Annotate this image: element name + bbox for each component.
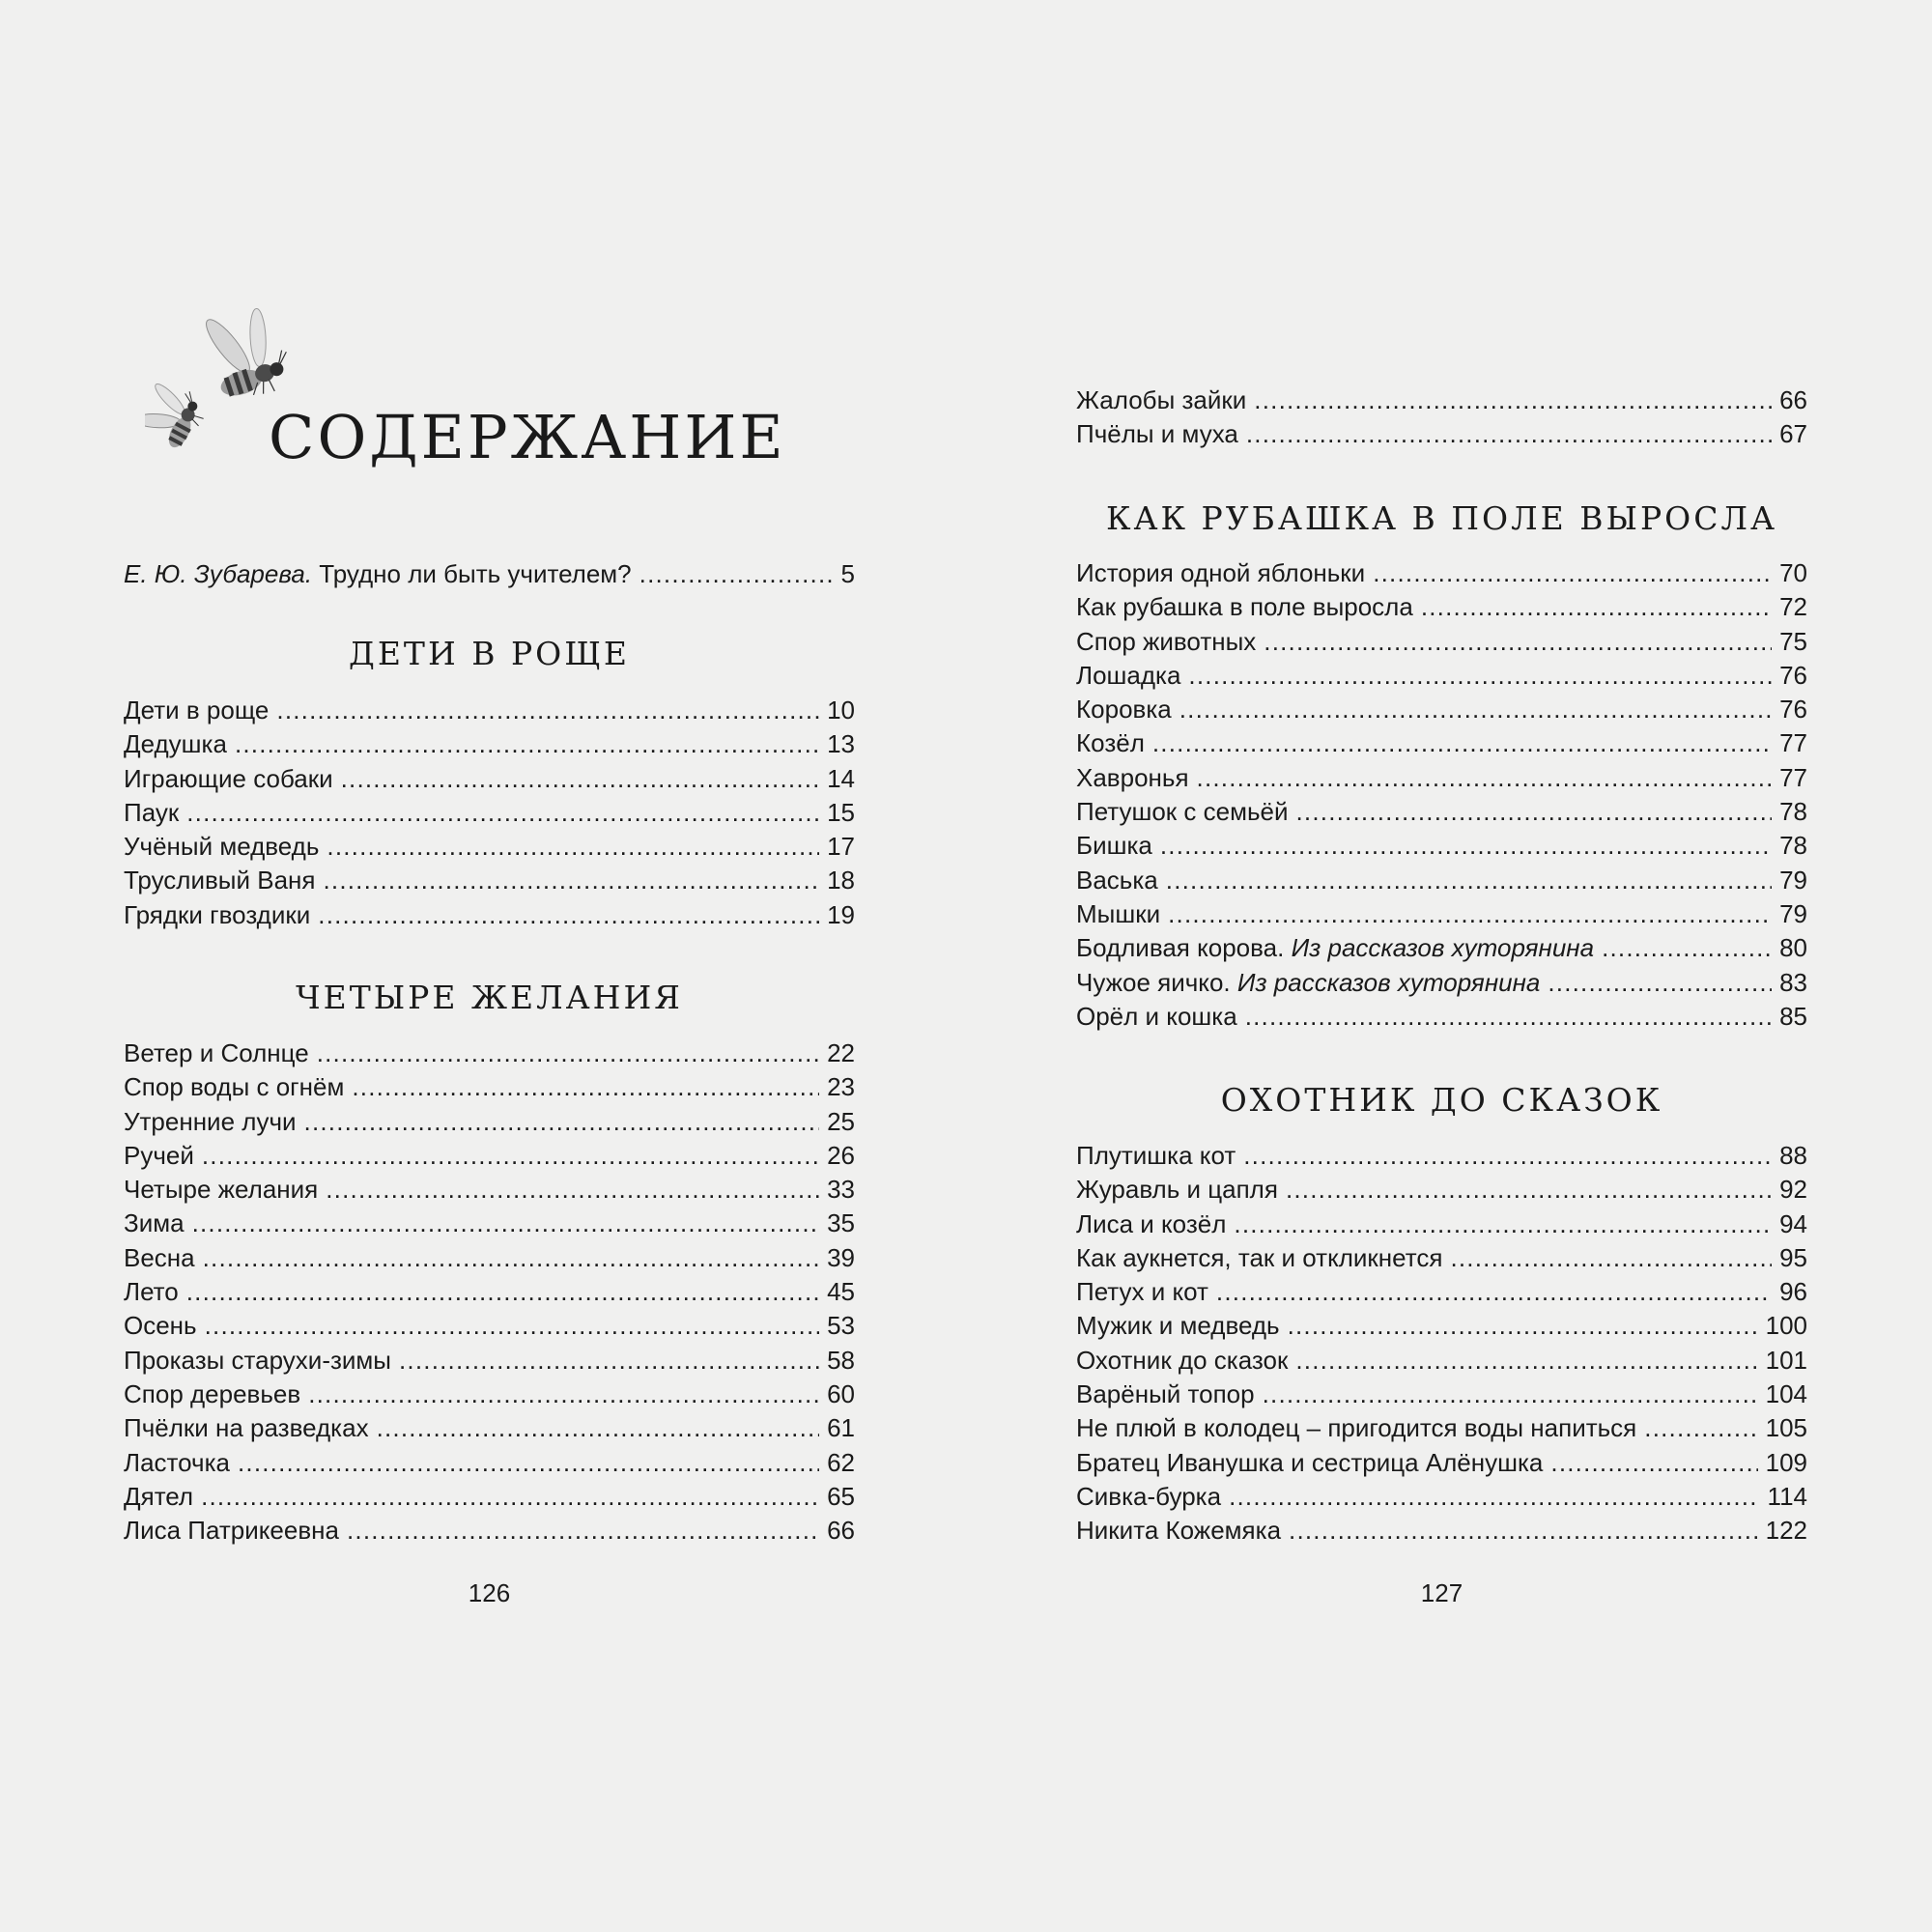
- toc-entry-title: Охотник до сказок: [1076, 1345, 1289, 1375]
- toc-entry-title: Варёный топор: [1076, 1379, 1255, 1409]
- toc-entry[interactable]: [1076, 728, 1807, 762]
- toc-entry[interactable]: [1076, 661, 1807, 695]
- toc-entry[interactable]: [1076, 695, 1807, 728]
- toc-entry-title: Орёл и кошка: [1076, 1001, 1237, 1031]
- toc-entry-page: 66: [827, 1516, 855, 1546]
- section1-entries: [124, 696, 855, 934]
- bee-large: [198, 298, 297, 407]
- toc-entry-page: 39: [827, 1242, 855, 1272]
- toc-entry-page: 105: [1765, 1413, 1807, 1443]
- toc-entry-title: Ветер и Солнце: [124, 1038, 309, 1067]
- dot-leader: [323, 866, 819, 895]
- dot-leader: [1286, 1175, 1772, 1205]
- dot-leader: [1288, 1311, 1758, 1341]
- dot-leader: [1166, 866, 1772, 895]
- section-okhotnik-do-skazok: [1076, 1081, 1807, 1119]
- toc-entry-author: Е. Ю. Зубарева.: [124, 559, 313, 588]
- toc-entry-title: Проказы старухи-зимы: [124, 1345, 391, 1375]
- toc-entry-page: 18: [827, 866, 855, 895]
- section-title: ДЕТИ В РОЩЕ: [349, 635, 630, 672]
- toc-entry[interactable]: [1076, 831, 1807, 865]
- toc-entry[interactable]: [124, 764, 855, 798]
- section3-entries: [1076, 558, 1807, 1036]
- toc-entry-title: Петух и кот: [1076, 1277, 1208, 1307]
- dot-leader: [318, 900, 819, 930]
- toc-entry[interactable]: [1076, 1141, 1807, 1175]
- toc-entry-title: Спор животных: [1076, 626, 1257, 656]
- dot-leader: [186, 1277, 819, 1307]
- toc-entry-title: Трусливый Ваня: [124, 866, 316, 895]
- toc-entry[interactable]: [124, 1038, 855, 1072]
- toc-entry-title: Ласточка: [124, 1447, 230, 1477]
- toc-list: [124, 696, 855, 934]
- dot-leader: [1450, 1243, 1772, 1273]
- toc-entry-title: Плутишка кот: [1076, 1141, 1236, 1170]
- toc-entry[interactable]: [1076, 1482, 1807, 1516]
- dot-leader: [203, 1243, 819, 1273]
- section2-entries: [124, 1038, 855, 1549]
- toc-entry[interactable]: [1076, 933, 1807, 967]
- toc-entry-page: 114: [1767, 1481, 1807, 1511]
- dot-leader: [1197, 763, 1773, 793]
- toc-entry-title: Лето: [124, 1277, 179, 1307]
- toc-entry-page: 45: [827, 1277, 855, 1307]
- toc-entry-title: Утренние лучи: [124, 1106, 297, 1136]
- toc-entry-page: 77: [1779, 728, 1807, 758]
- toc-entry[interactable]: [1076, 1379, 1807, 1413]
- toc-entry-title: [1076, 933, 1594, 963]
- toc-entry-page: 79: [1779, 865, 1807, 895]
- dot-leader: [1550, 1448, 1757, 1478]
- section-title: КАК РУБАШКА В ПОЛЕ ВЫРОСЛА: [1106, 499, 1777, 537]
- dot-leader: [377, 1413, 820, 1443]
- toc-entry-title: Спор воды с огнём: [124, 1072, 345, 1102]
- dot-leader: [347, 1516, 819, 1546]
- toc-entry-page: 60: [827, 1378, 855, 1408]
- toc-entry-title: Паук: [124, 797, 180, 827]
- toc-entry[interactable]: [1076, 1277, 1807, 1311]
- toc-entry-page: 96: [1779, 1277, 1807, 1307]
- toc-entry-page: 79: [1779, 898, 1807, 928]
- continued-entries: [1076, 385, 1807, 454]
- toc-entry-title: История одной яблоньки: [1076, 558, 1366, 587]
- toc-entry-subtitle: Из рассказов хуторянина: [1291, 933, 1595, 963]
- dot-leader: [327, 832, 819, 862]
- toc-entry-page: 35: [827, 1208, 855, 1238]
- intro-block: [124, 559, 855, 593]
- toc-entry-page: 15: [827, 797, 855, 827]
- dot-leader: [1264, 627, 1772, 657]
- toc-entry-page: 17: [827, 832, 855, 862]
- dot-leader: [1296, 797, 1773, 827]
- toc-entry-title: Играющие собаки: [124, 763, 333, 793]
- toc-entry-page: 80: [1779, 933, 1807, 963]
- dot-leader: [1254, 385, 1772, 415]
- dot-leader: [205, 1311, 819, 1341]
- dot-leader: [192, 1208, 820, 1238]
- dot-leader: [1234, 1209, 1772, 1239]
- right-page: [1076, 0, 1807, 1932]
- dot-leader: [304, 1107, 820, 1137]
- toc-entry[interactable]: [1076, 627, 1807, 661]
- toc-entry[interactable]: [1076, 558, 1807, 592]
- toc-entry-title: Козёл: [1076, 728, 1145, 758]
- toc-entry-title-text: Бодливая корова.: [1076, 933, 1285, 963]
- toc-entry-title: Васька: [1076, 865, 1158, 895]
- toc-entry-page: 76: [1779, 660, 1807, 690]
- toc-entry[interactable]: [1076, 968, 1807, 1002]
- toc-entry-title: Братец Иванушка и сестрица Алёнушка: [1076, 1447, 1544, 1477]
- toc-entry-page: 104: [1765, 1379, 1807, 1409]
- dot-leader: [1289, 1516, 1758, 1546]
- toc-entry[interactable]: [1076, 1516, 1807, 1549]
- toc-entry-page: 14: [827, 763, 855, 793]
- toc-entry-page: 78: [1779, 797, 1807, 827]
- dot-leader: [1263, 1379, 1758, 1409]
- toc-entry[interactable]: [1076, 1209, 1807, 1243]
- dot-leader: [1644, 1413, 1757, 1443]
- toc-entry-page: 95: [1779, 1242, 1807, 1272]
- dot-leader: [399, 1346, 819, 1376]
- toc-entry-page: 70: [1779, 558, 1807, 587]
- toc-entry-title: Как рубашка в поле выросла: [1076, 592, 1413, 622]
- toc-entry-title: Лошадка: [1076, 660, 1181, 690]
- dot-leader: [1295, 1346, 1757, 1376]
- toc-entry-page: 13: [827, 729, 855, 759]
- toc-entry-title: Как аукнется, так и откликнется: [1076, 1242, 1443, 1272]
- dot-leader: [308, 1379, 819, 1409]
- toc-entry[interactable]: [124, 1277, 855, 1311]
- toc-entry[interactable]: [1076, 385, 1807, 419]
- toc-entry[interactable]: [124, 1448, 855, 1482]
- toc-list: [124, 1038, 855, 1549]
- toc-entry-title: Ручей: [124, 1140, 194, 1170]
- toc-entry[interactable]: [1076, 899, 1807, 933]
- toc-entry[interactable]: [124, 1482, 855, 1516]
- dot-leader: [1548, 968, 1772, 998]
- toc-entry[interactable]: [124, 1208, 855, 1242]
- toc-entry-title: Никита Кожемяка: [1076, 1516, 1282, 1546]
- dot-leader: [326, 1175, 819, 1205]
- toc-entry[interactable]: [124, 900, 855, 934]
- toc-list: [1076, 1141, 1807, 1550]
- toc-entry[interactable]: [1076, 1002, 1807, 1036]
- dot-leader: [186, 798, 819, 828]
- toc-entry-page: 25: [827, 1106, 855, 1136]
- toc-entry-title: Хавронья: [1076, 762, 1189, 792]
- toc-entry[interactable]: [1076, 1413, 1807, 1447]
- toc-entry-title: Журавль и цапля: [1076, 1175, 1278, 1205]
- dot-leader: [1152, 728, 1772, 758]
- toc-entry[interactable]: [124, 729, 855, 763]
- toc-entry-page: 58: [827, 1345, 855, 1375]
- toc-entry-title: Учёный медведь: [124, 832, 320, 862]
- toc-entry[interactable]: [1076, 419, 1807, 453]
- toc-entry[interactable]: [124, 1516, 855, 1549]
- toc-entry-title: Лиса и козёл: [1076, 1208, 1227, 1238]
- toc-entry[interactable]: [124, 1107, 855, 1141]
- toc-entry-page: 5: [840, 559, 855, 588]
- toc-entry[interactable]: [1076, 1311, 1807, 1345]
- toc-entry-page: 109: [1765, 1447, 1807, 1477]
- toc-entry-page: 66: [1779, 385, 1807, 414]
- left-page: [124, 0, 855, 1932]
- toc-entry-page: 100: [1765, 1311, 1807, 1341]
- intro-list: [124, 559, 855, 593]
- bee-small: [145, 374, 212, 454]
- toc-entry[interactable]: [124, 1346, 855, 1379]
- dot-leader: [276, 696, 819, 725]
- section-kak-rubashka: [1076, 499, 1807, 537]
- toc-entry-page: 22: [827, 1038, 855, 1067]
- toc-entry[interactable]: [124, 1243, 855, 1277]
- toc-entry-page: 67: [1779, 419, 1807, 449]
- toc-entry-page: 83: [1779, 967, 1807, 997]
- toc-entry-title: Мышки: [1076, 898, 1161, 928]
- dot-leader: [317, 1038, 819, 1068]
- toc-entry-title: [1076, 968, 1540, 998]
- dot-leader: [238, 1448, 819, 1478]
- toc-entry-title: Зима: [124, 1208, 185, 1238]
- toc-entry-page: 77: [1779, 762, 1807, 792]
- toc-entry-title: Лиса Патрикеевна: [124, 1516, 339, 1546]
- dot-leader: [1160, 831, 1772, 861]
- toc-entry-page: 72: [1779, 592, 1807, 622]
- dot-leader: [639, 559, 834, 589]
- toc-entry[interactable]: [124, 798, 855, 832]
- toc-list: [1076, 385, 1807, 454]
- toc-entry-page: 122: [1765, 1516, 1807, 1546]
- toc-entry-title: Дети в роще: [124, 696, 270, 724]
- toc-entry-subtitle: Из рассказов хуторянина: [1236, 967, 1541, 997]
- dot-leader: [1602, 933, 1772, 963]
- toc-entry[interactable]: [1076, 797, 1807, 831]
- toc-entry[interactable]: [1076, 1175, 1807, 1208]
- toc-entry[interactable]: [124, 1141, 855, 1175]
- toc-entry[interactable]: [124, 832, 855, 866]
- toc-entry-title: Грядки гвоздики: [124, 899, 311, 929]
- toc-entry-title: Сивка-бурка: [1076, 1481, 1222, 1511]
- toc-entry-page: 65: [827, 1481, 855, 1511]
- toc-entry[interactable]: [1076, 592, 1807, 626]
- dot-leader: [201, 1482, 819, 1512]
- toc-entry[interactable]: [1076, 1346, 1807, 1379]
- toc-entry-title: Пчёлы и муха: [1076, 419, 1238, 449]
- dot-leader: [1168, 899, 1772, 929]
- section-deti-v-roshche: [124, 635, 855, 672]
- dot-leader: [341, 764, 819, 794]
- toc-entry[interactable]: [124, 1072, 855, 1106]
- toc-entry-page: 78: [1779, 831, 1807, 861]
- toc-entry[interactable]: [124, 866, 855, 899]
- toc-entry[interactable]: [1076, 763, 1807, 797]
- dot-leader: [1246, 419, 1772, 449]
- toc-entry-page: 101: [1765, 1345, 1807, 1375]
- toc-entry[interactable]: [124, 559, 855, 593]
- dot-leader: [352, 1072, 819, 1102]
- dot-leader: [202, 1141, 819, 1171]
- dot-leader: [1188, 661, 1772, 691]
- toc-entry-title: Дедушка: [124, 729, 227, 759]
- toc-entry-page: 26: [827, 1140, 855, 1170]
- toc-entry-title-text: Трудно ли быть учителем?: [319, 559, 632, 588]
- toc-entry[interactable]: [124, 1379, 855, 1413]
- toc-entry-page: 76: [1779, 695, 1807, 724]
- toc-entry-title: Бишка: [1076, 831, 1152, 861]
- toc-entry[interactable]: [1076, 1448, 1807, 1482]
- toc-entry-title: Коровка: [1076, 695, 1172, 724]
- toc-entry-page: 53: [827, 1311, 855, 1341]
- section-chetyre-zhelaniya: [124, 979, 855, 1016]
- dot-leader: [1245, 1002, 1772, 1032]
- toc-entry-page: 88: [1779, 1141, 1807, 1170]
- toc-entry-page: 61: [827, 1413, 855, 1443]
- toc-entry-page: 85: [1779, 1001, 1807, 1031]
- dot-leader: [1421, 592, 1772, 622]
- toc-entry-page: 75: [1779, 626, 1807, 656]
- toc-entry-title: Пчёлки на разведках: [124, 1413, 369, 1443]
- toc-entry-title: Жалобы зайки: [1076, 385, 1247, 414]
- toc-entry-title: Весна: [124, 1242, 195, 1272]
- toc-entry-title: [124, 559, 632, 589]
- toc-entry[interactable]: [124, 1413, 855, 1447]
- dot-leader: [235, 729, 819, 759]
- dot-leader: [1216, 1277, 1772, 1307]
- toc-entry-page: 62: [827, 1447, 855, 1477]
- contents-title: СОДЕРЖАНИЕ: [269, 402, 786, 472]
- section-title: ОХОТНИК ДО СКАЗОК: [1220, 1081, 1663, 1119]
- dot-leader: [1243, 1141, 1772, 1171]
- toc-entry-title: Спор деревьев: [124, 1378, 301, 1408]
- toc-entry[interactable]: [124, 696, 855, 729]
- toc-entry-title: Петушок с семьёй: [1076, 797, 1289, 827]
- toc-entry-title: Мужик и медведь: [1076, 1311, 1280, 1341]
- page-number-right: 127: [1420, 1578, 1463, 1607]
- toc-entry[interactable]: [1076, 1243, 1807, 1277]
- page-number-left: 126: [468, 1578, 511, 1607]
- toc-entry-page: 19: [827, 899, 855, 929]
- section-title: ЧЕТЫРЕ ЖЕЛАНИЯ: [296, 979, 683, 1016]
- section4-entries: [1076, 1141, 1807, 1550]
- dot-leader: [1229, 1482, 1759, 1512]
- toc-entry-page: 92: [1779, 1175, 1807, 1205]
- toc-entry-title: Не плюй в колодец – пригодится воды напиться: [1076, 1413, 1637, 1443]
- toc-entry-page: 94: [1779, 1208, 1807, 1238]
- dot-leader: [1179, 695, 1772, 724]
- toc-entry[interactable]: [1076, 866, 1807, 899]
- toc-entry-title: Четыре желания: [124, 1175, 319, 1205]
- toc-entry-page: 33: [827, 1175, 855, 1205]
- toc-list: [1076, 558, 1807, 1036]
- toc-entry[interactable]: [124, 1311, 855, 1345]
- toc-entry-page: 10: [827, 696, 855, 724]
- toc-entry-title-text: Чужое яичко.: [1076, 967, 1231, 997]
- toc-entry-title: Дятел: [124, 1481, 194, 1511]
- toc-entry[interactable]: [124, 1175, 855, 1208]
- dot-leader: [1373, 558, 1772, 588]
- toc-entry-page: 23: [827, 1072, 855, 1102]
- toc-entry-title: Осень: [124, 1311, 197, 1341]
